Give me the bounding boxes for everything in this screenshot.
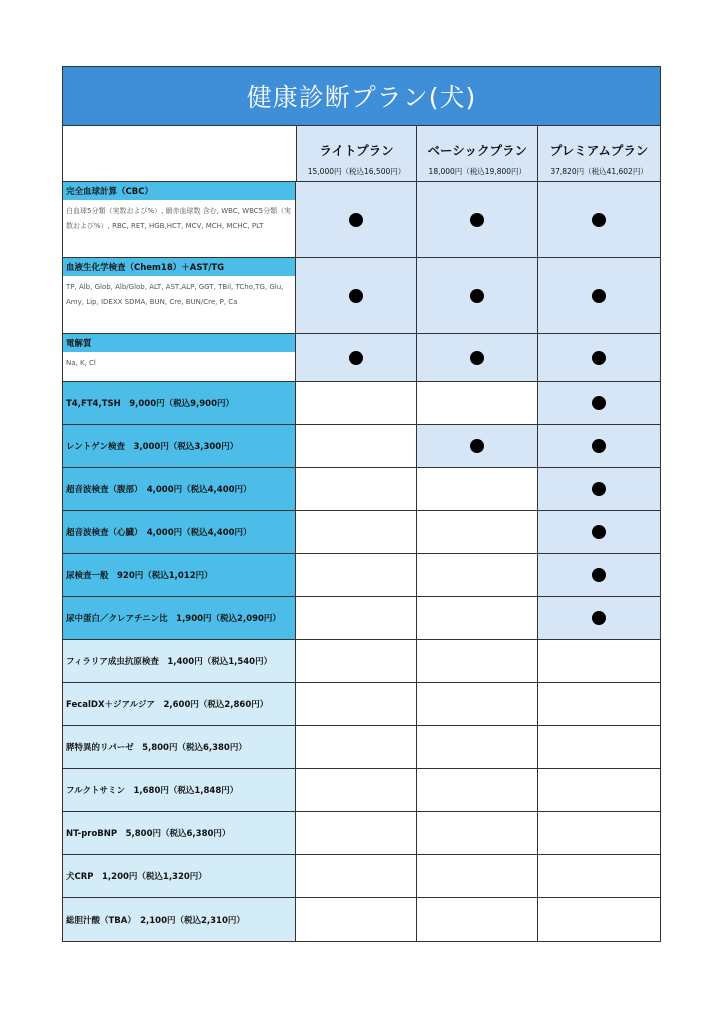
- included-dot-icon: [470, 289, 484, 303]
- test-label: 超音波検査（心臓） 4,000円（税込4,400円）: [63, 511, 296, 553]
- table-row: [63, 511, 660, 554]
- table-row: [63, 855, 660, 898]
- table-row: [63, 812, 660, 855]
- table-row: [63, 640, 660, 683]
- test-detail: Na, K, Cl: [63, 352, 295, 381]
- plan-cell: [296, 425, 417, 467]
- included-dot-icon: [592, 611, 606, 625]
- plan-cell: [417, 597, 538, 639]
- test-detail: 白血球5分類（実数および%）, 網赤血球数 含む, WBC, WBC5分類（実数および%）, RBC, RET, HGB,HCT, MCV, MCH, MCHC, PLT: [63, 200, 295, 257]
- plan-cell: [296, 182, 417, 257]
- plan-cell: [296, 855, 417, 897]
- plan-name: ライトプラン: [319, 143, 394, 158]
- plan-cell: [538, 554, 660, 596]
- plan-cell: [296, 468, 417, 510]
- test-label: [63, 258, 296, 333]
- plan-cell: [538, 597, 660, 639]
- table-row: [63, 382, 660, 425]
- included-dot-icon: [349, 289, 363, 303]
- test-label: 総胆汁酸（TBA） 2,100円（税込2,310円）: [63, 898, 296, 941]
- plan-premium: [538, 126, 660, 181]
- plan-cell: [296, 382, 417, 424]
- test-label: 尿中蛋白／クレアチニン比 1,900円（税込2,090円）: [63, 597, 296, 639]
- plan-price: 37,820円（税込41,602円）: [550, 167, 648, 176]
- table-row: [63, 554, 660, 597]
- plan-cell: [417, 182, 538, 257]
- test-label: フィラリア成虫抗原検査 1,400円（税込1,540円）: [63, 640, 296, 682]
- included-dot-icon: [592, 482, 606, 496]
- plan-cell: [538, 640, 660, 682]
- plan-header-row: [63, 126, 660, 182]
- plan-cell: [538, 382, 660, 424]
- included-dot-icon: [592, 396, 606, 410]
- plan-cell: [538, 855, 660, 897]
- test-category: 完全血球計算（CBC）: [63, 182, 295, 200]
- test-label: 超音波検査（腹部） 4,000円（税込4,400円）: [63, 468, 296, 510]
- plan-cell: [417, 258, 538, 333]
- plan-cell: [538, 898, 660, 941]
- included-dot-icon: [592, 213, 606, 227]
- page-title: 健康診断プラン(犬): [63, 67, 660, 126]
- plan-basic: [417, 126, 538, 181]
- plan-cell: [296, 769, 417, 811]
- test-label: NT-proBNP 5,800円（税込6,380円）: [63, 812, 296, 854]
- plan-cell: [538, 182, 660, 257]
- test-label: フルクトサミン 1,680円（税込1,848円）: [63, 769, 296, 811]
- table-row: [63, 769, 660, 812]
- test-category: 血液生化学検査（Chem18）＋AST/TG: [63, 258, 295, 276]
- plan-cell: [538, 812, 660, 854]
- test-rows: [63, 182, 660, 941]
- plan-cell: [417, 382, 538, 424]
- plan-cell: [417, 425, 538, 467]
- table-row: [63, 334, 660, 382]
- plan-cell: [296, 554, 417, 596]
- included-dot-icon: [349, 351, 363, 365]
- plan-price: 18,000円（税込19,800円）: [428, 167, 527, 176]
- test-label: 犬CRP 1,200円（税込1,320円）: [63, 855, 296, 897]
- plan-cell: [296, 898, 417, 941]
- included-dot-icon: [470, 213, 484, 227]
- test-label: [63, 182, 296, 257]
- plan-cell: [417, 640, 538, 682]
- plan-cell: [538, 334, 660, 381]
- test-label: T4,FT4,TSH 9,000円（税込9,900円）: [63, 382, 296, 424]
- plan-cell: [417, 511, 538, 553]
- included-dot-icon: [470, 439, 484, 453]
- plan-cell: [417, 812, 538, 854]
- plan-cell: [296, 597, 417, 639]
- table-row: [63, 182, 660, 258]
- plan-cell: [417, 554, 538, 596]
- plan-cell: [417, 855, 538, 897]
- plan-cell: [296, 640, 417, 682]
- plan-cell: [538, 726, 660, 768]
- table-row: [63, 683, 660, 726]
- plan-cell: [296, 683, 417, 725]
- plan-cell: [296, 812, 417, 854]
- plan-cell: [417, 683, 538, 725]
- included-dot-icon: [592, 289, 606, 303]
- plan-cell: [296, 511, 417, 553]
- included-dot-icon: [349, 213, 363, 227]
- included-dot-icon: [592, 351, 606, 365]
- plan-cell: [417, 468, 538, 510]
- plan-cell: [538, 425, 660, 467]
- plan-cell: [538, 468, 660, 510]
- plan-cell: [296, 726, 417, 768]
- included-dot-icon: [592, 568, 606, 582]
- plan-name: プレミアムプラン: [549, 143, 649, 158]
- included-dot-icon: [592, 525, 606, 539]
- health-plan-table: [62, 66, 661, 942]
- plan-cell: [538, 769, 660, 811]
- plan-cell: [538, 511, 660, 553]
- plan-cell: [296, 334, 417, 381]
- included-dot-icon: [470, 351, 484, 365]
- test-label: レントゲン検査 3,000円（税込3,300円）: [63, 425, 296, 467]
- plan-name: ベーシックプラン: [427, 143, 528, 158]
- plan-cell: [296, 258, 417, 333]
- table-row: [63, 468, 660, 511]
- test-category: 電解質: [63, 334, 295, 352]
- test-label: [63, 334, 296, 381]
- plan-price: 15,000円（税込16,500円）: [307, 167, 406, 176]
- table-row: [63, 898, 660, 941]
- test-detail: TP, Alb, Glob, Alb/Glob, ALT, AST,ALP, GGT, TBil, TCho,TG, Glu, Amy, Lip, IDEXX SDMA, BUN, Cre, BUN/Cre, P, Ca: [63, 276, 295, 333]
- table-row: [63, 425, 660, 468]
- table-row: [63, 597, 660, 640]
- test-label: FecalDX＋ジアルジア 2,600円（税込2,860円）: [63, 683, 296, 725]
- header-blank-cell: [63, 126, 297, 181]
- plan-cell: [538, 683, 660, 725]
- plan-cell: [417, 334, 538, 381]
- plan-cell: [538, 258, 660, 333]
- table-row: [63, 726, 660, 769]
- table-row: [63, 258, 660, 334]
- included-dot-icon: [592, 439, 606, 453]
- plan-cell: [417, 769, 538, 811]
- plan-cell: [417, 898, 538, 941]
- test-label: 尿検査一般 920円（税込1,012円）: [63, 554, 296, 596]
- test-label: 膵特異的リパーゼ 5,800円（税込6,380円）: [63, 726, 296, 768]
- plan-light: [297, 126, 418, 181]
- plan-cell: [417, 726, 538, 768]
